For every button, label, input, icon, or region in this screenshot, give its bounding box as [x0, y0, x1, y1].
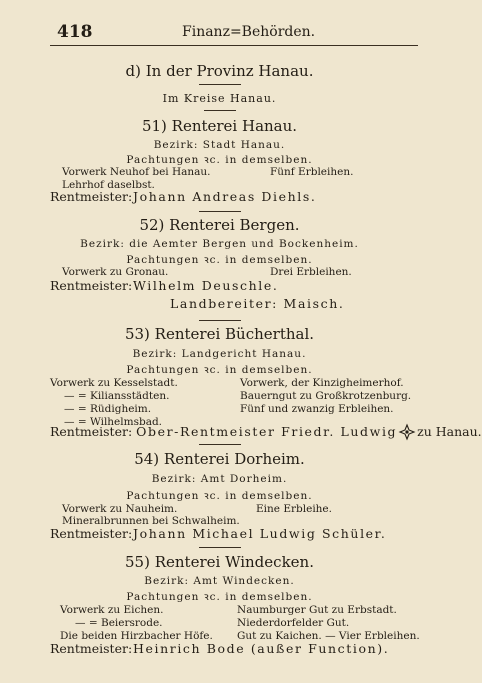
- office-bezirk: Bezirk: Amt Windecken.: [144, 575, 295, 587]
- office-pacht: Pachtungen ꝛc. in demselben.: [126, 490, 313, 502]
- divider: [199, 547, 241, 548]
- lease-right: Niederdorfelder Gut.: [237, 617, 350, 629]
- office-bezirk: Bezirk: die Aemter Bergen und Bockenheim.: [80, 238, 359, 250]
- rentmeister-label: Rentmeister:: [50, 278, 133, 293]
- office-bezirk: Bezirk: Amt Dorheim.: [151, 473, 288, 485]
- lease-right: Drei Erbleihen.: [270, 266, 352, 278]
- lease-right: Bauerngut zu Großkrotzenburg.: [240, 390, 412, 402]
- lease-right: Naumburger Gut zu Erbstadt.: [237, 604, 397, 616]
- rentmeister-label: Rentmeister:: [50, 189, 133, 204]
- rentmeister-label: Rentmeister:: [50, 424, 133, 439]
- divider: [199, 211, 241, 212]
- lease-right: Gut zu Kaichen. — Vier Erbleihen.: [237, 630, 420, 642]
- district-heading: Im Kreise Hanau.: [162, 92, 277, 105]
- lease-right: Vorwerk, der Kinzigheimerhof.: [240, 377, 404, 389]
- divider: [199, 444, 241, 445]
- office-title: 55) Renterei Windecken.: [125, 553, 314, 571]
- lease-left: — = Rüdigheim.: [64, 403, 152, 415]
- rentmeister-name: Heinrich Bode (außer Function).: [133, 641, 390, 656]
- lease-left: — = Wilhelmsbad.: [64, 416, 163, 428]
- office-pacht: Pachtungen ꝛc. in demselben.: [126, 254, 313, 266]
- office-pacht: Pachtungen ꝛc. in demselben.: [126, 591, 313, 603]
- page-number: 418: [57, 22, 93, 42]
- lease-left: Vorwerk zu Gronau.: [62, 266, 169, 278]
- office-bezirk: Bezirk: Landgericht Hanau.: [132, 348, 307, 360]
- running-title: Finanz=Behörden.: [182, 24, 316, 40]
- office-pacht: Pachtungen ꝛc. in demselben.: [126, 154, 313, 166]
- office-pacht: Pachtungen ꝛc. in demselben.: [126, 364, 313, 376]
- lease-left: — = Kiliansstädten.: [64, 390, 170, 402]
- office-title: 52) Renterei Bergen.: [139, 216, 300, 234]
- office-bezirk: Bezirk: Stadt Hanau.: [153, 139, 286, 151]
- order-cross-icon: [400, 425, 414, 439]
- lease-right: Eine Erbleihe.: [256, 503, 332, 515]
- rentmeister-location: zu Hanau.: [417, 424, 482, 439]
- rentmeister-name: Johann Andreas Diehls.: [133, 189, 317, 204]
- rentmeister-label: Rentmeister:: [50, 526, 133, 541]
- lease-left: Vorwerk zu Nauheim.: [62, 503, 178, 515]
- header-rule: [50, 45, 418, 46]
- lease-right: Fünf und zwanzig Erbleihen.: [240, 403, 394, 415]
- rentmeister-name: Johann Michael Ludwig Schüler.: [133, 526, 387, 541]
- office-title: 54) Renterei Dorheim.: [134, 450, 305, 468]
- lease-left: Die beiden Hirzbacher Höfe.: [60, 630, 213, 642]
- lease-left: Lehrhof daselbst.: [62, 179, 155, 191]
- lease-left: — = Beiersrode.: [75, 617, 163, 629]
- rentmeister-label: Rentmeister:: [50, 641, 133, 656]
- rentmeister-name: Ober-Rentmeister Friedr. Ludwig: [136, 424, 398, 439]
- office-title: 51) Renterei Hanau.: [141, 117, 298, 135]
- rentmeister-line: [50, 424, 482, 439]
- rentmeister-name: Wilhelm Deuschle.: [133, 278, 279, 293]
- office-title: 53) Renterei Bücherthal.: [124, 325, 315, 343]
- lease-left: Mineralbrunnen bei Schwalheim.: [62, 515, 240, 527]
- lease-left: Vorwerk Neuhof bei Hanau.: [62, 166, 211, 178]
- divider: [199, 84, 241, 85]
- section-title: d) In der Provinz Hanau.: [125, 62, 314, 80]
- divider: [204, 110, 236, 111]
- lease-left: Vorwerk zu Kesselstadt.: [50, 377, 178, 389]
- landbereiter: Landbereiter: Maisch.: [170, 296, 345, 311]
- divider: [199, 320, 241, 321]
- lease-left: Vorwerk zu Eichen.: [60, 604, 164, 616]
- lease-right: Fünf Erbleihen.: [270, 166, 354, 178]
